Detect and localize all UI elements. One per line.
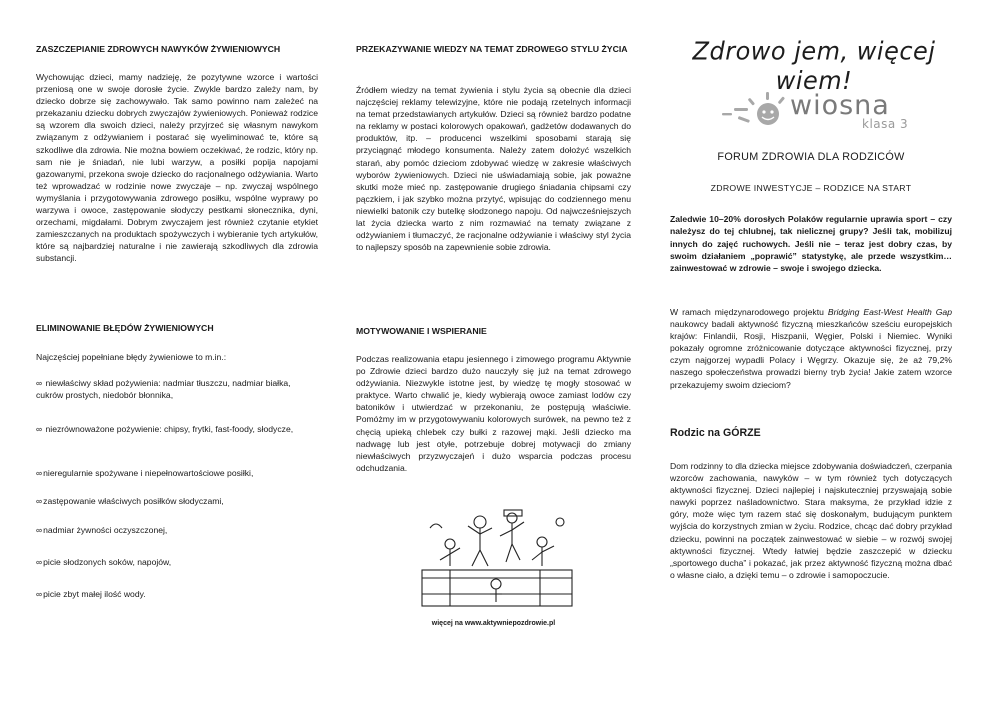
motivation-body: Podczas realizowania etapu jesiennego i zimowego programu Aktywnie po Zdrowie dzieci bardzo dużo nauczyły się już na temat zdrowego odżywiania. Niezwykle istotne jest, by wiedzę tę mogły stosować w praktyce. Warto chwalić je, kiedy wybierają owoce zamiast lodów czy batoników i utwierdzać w przekonaniu, że postępują właściwie. Pomóżmy im w przygotowywaniu kolorowych surówek, na pewno też z chęcią upieką chlebek czy bułki z razowej mąki. Jeśli dziecko ma nadwagę lub jest otyłe, potrzebuje dobrej motywacji do zmiany niewłaściwych przyzwyczajeń i dużo wsparcia podczas procesu odchudzania. — [356, 354, 631, 473]
list-item — [36, 556, 318, 568]
forum-subtitle: ZDROWE INWESTYCJE – RODZICE NA START — [710, 183, 912, 193]
intro-paragraph: Zaledwie 10–20% dorosłych Polaków regularnie uprawia sport – czy należysz do tej chlubnej, tak nielicznej grupy? Jeśli tak, mobilizuj innych do zajęć ruchowych. Jeśli nie – teraz jest dobry czas, by swoim działaniem „poprawić” statystykę, ale przede wszystkim… zainwestować w zdrowie – swoje i swojego dziecka. — [670, 214, 952, 274]
infinity-bullet-icon: ∞ — [36, 589, 43, 599]
list-item — [36, 377, 318, 401]
list-item — [36, 467, 318, 479]
knowledge-body: Źródłem wiedzy na temat żywienia i stylu życia są obecnie dla dzieci najczęściej reklamy telewizyjne, które nie podają rzetelnych informacji na temat przedstawianych artykułów. Dzieci są również bardzo podatne na reklamy w postaci kolorowych opakowań, gadżetów dodawanych do produktów, itp. – producenci wszelkimi sposobami starają się przyciągnąć młodego konsumenta. Należy zatem dołożyć wszelkich starań, aby pomóc dzieciom zdobywać wiedzę w zakresie właściwych wyborów żywieniowych. Dzieci nie uświadamiają sobie, jak poważne skutki może mieć np. zastępowanie drugiego śniadania chipsami czy pączkiem, i jak szybko można przytyć, wpisując do codziennego menu niewielki batonik czy butelkę słodzonego napoju. Od najwcześniejszych lat życia dziecka warto z nim rozmawiać na tematy związane z odżywianiem i tłumaczyć, że racjonalne odżywianie i właściwy styl życia to najlepszy sposób na zapewnienie sobie zdrowia. — [356, 85, 631, 253]
healthy-habits-body: Wychowując dzieci, mamy nadzieję, że pozytywne wzorce i wartości przeniosą one w swoje dorosłe życie. Zwykle bardzo zależy nam, by dziecko dobrze się zachowywało. Tak samo powinno nam zależeć na przekazaniu dziecku dobrych zwyczajów żywieniowych. Ponieważ rodzice są wzorem dla swoich dzieci, należy przyjrzeć się własnym nawykom związanym z odżywianiem i postarać się wyeliminować te, które są szkodliwe dla zdrowia. Nie można bowiem oczekiwać, że rodzic, który np. sam nie je śniadań, nie lubi warzyw, a posiłki popija napojami gazowanymi, przekona swoje dziecko do racjonalnego odżywiania. Warto też wprowadzać w rodzinie nowe zwyczaje – np. zwyczaj wspólnego wymyślania i przygotowywania zdrowego posiłku, wspólne wyprawy po warzywa i owoce, zastępowanie słodyczy pestkami słonecznika, dyni, orzechami, migdałami. Dobrym zwyczajem jest również czytanie etykiet zamieszczanych na produktach spożywczych i wybieranie tych artykułów, które są najbardziej naturalne i nie zawierają szkodliwych dla zdrowia substancji. — [36, 72, 318, 264]
section-title-healthy-habits: ZASZCZEPIANIE ZDROWYCH NAWYKÓW ŻYWIENIOWYCH — [36, 44, 281, 54]
infinity-bullet-icon: ∞ — [36, 557, 43, 567]
list-item-text: picie zbyt małej ilość wody. — [43, 589, 146, 599]
project-paragraph — [670, 306, 952, 391]
forum-title: FORUM ZDROWIA DLA RODZICÓW — [717, 151, 905, 163]
list-item-text: zastępowanie właściwych posiłków słodyczami, — [43, 496, 224, 506]
list-item — [36, 588, 318, 600]
handwritten-title: Zdrowo jem, więcej wiem! — [692, 36, 936, 96]
list-item-text: nieregularnie spożywane i niepełnowartościowe posiłki, — [43, 468, 254, 478]
sun-logo-icon — [722, 88, 792, 132]
infinity-bullet-icon: ∞ — [36, 468, 43, 478]
infinity-bullet-icon: ∞ — [36, 378, 43, 388]
list-item-text: nadmiar żywności oczyszczonej, — [43, 525, 168, 535]
wiosna-logo — [722, 88, 912, 132]
project-text-after: naukowcy badali aktywność fizyczną mieszkańców sześciu europejskich krajów: Finlandii, Rosji, Hiszpanii, Węgier, Polski i Niemiec. Wyniki pokazały ogromne zróżnicowanie dotyczące aktywności fizycznej, przy czym najgorzej wypadli Polacy i Węgrzy. Okazuje się, że aż 79,2% naszego społeczeństwa prowadzi bierny tryb życia! Jakie zatem wzorce przekazujemy swoim dzieciom? — [670, 319, 952, 390]
infinity-bullet-icon: ∞ — [36, 496, 43, 506]
section-title-parent: Rodzic na GÓRZE — [670, 427, 761, 439]
infinity-bullet-icon: ∞ — [36, 525, 43, 535]
list-item — [36, 423, 318, 435]
section-title-knowledge: PRZEKAZYWANIE WIEDZY NA TEMAT ZDROWEGO STYLU ŻYCIA — [356, 44, 628, 54]
parent-body: Dom rodzinny to dla dziecka miejsce zdobywania doświadczeń, czerpania wzorców zachowania, nawyków – w tym również tych dotyczących aktywności fizycznej. Dzieci najlepiej i najskuteczniej przyswajają sobie nawyki poprzez naśladownictwo. Stara maksyma, że przykład idzie z góry, może więc tym razem stać się doskonałym, budującym punktem wyjścia do korzystnych zmian w życiu. Rodzice, chcąc dać dobry przykład dziecku, powinni na początek zainwestować w siebie – w rozwój swojej aktywności fizycznej. Wtedy łatwiej będzie zaszczepić w dziecku „sportowego ducha” i pokazać, jak przez aktywność fizyczną można dbać o własne ciało, a dzięki temu – o zdrowie i samopoczucie. — [670, 461, 952, 580]
logo-subtitle: klasa 3 — [862, 117, 909, 131]
list-item-text: niewłaściwy skład pożywienia: nadmiar tłuszczu, nadmiar białka, cukrów prostych, niedobór błonnika, — [36, 378, 291, 400]
project-text-before: W ramach międzynarodowego projektu — [670, 307, 828, 317]
footer-website-link[interactable]: więcej na www.aktywniepozdrowie.pl — [431, 620, 556, 627]
section-title-eliminating-errors: ELIMINOWANIE BŁĘDÓW ŻYWIENIOWYCH — [36, 323, 214, 333]
section-title-motivation: MOTYWOWANIE I WSPIERANIE — [356, 326, 487, 336]
list-item — [36, 524, 318, 536]
children-sport-illustration-icon — [420, 508, 576, 612]
logo-word: wiosna — [790, 90, 890, 121]
list-item-text: niezrównoważone pożywienie: chipsy, frytki, fast-foody, słodycze, — [45, 424, 294, 434]
infinity-bullet-icon: ∞ — [36, 424, 43, 434]
list-item-text: picie słodzonych soków, napojów, — [43, 557, 172, 567]
list-item — [36, 495, 318, 507]
errors-intro: Najczęściej popełniane błędy żywieniowe to m.in.: — [36, 352, 227, 362]
project-name: Bridging East-West Health Gap — [827, 307, 952, 317]
